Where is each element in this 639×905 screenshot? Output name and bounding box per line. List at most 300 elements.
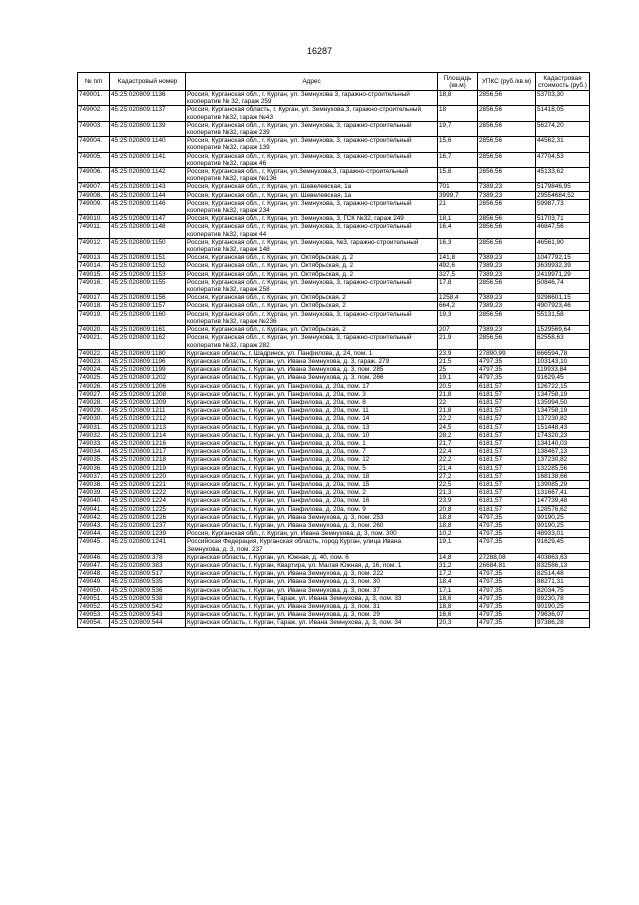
cell-upks: 2856,56: [478, 278, 536, 293]
cell-address: Курганская область, г. Курган, ул. Панфилова, д. 20а, пом. 13: [186, 423, 438, 431]
cell-upks: 6181,57: [478, 382, 536, 390]
cell-address: Курганская область, г. Курган, ул. Панфилова, д. 20а, пом. 9: [186, 505, 438, 513]
cadastral-table: [77, 72, 590, 628]
cell-area: 24,5: [438, 423, 478, 431]
cell-cost: 82514,48: [536, 570, 590, 578]
cell-num: 749052.: [78, 603, 110, 611]
cell-address: Курганская область, г. Шадринск, ул. Панфилова, д. 24, пом. 1: [186, 349, 438, 357]
table-row: [78, 553, 590, 561]
table-row: [78, 191, 590, 199]
cell-cost: 138467,13: [536, 448, 590, 456]
cell-cadastral-number: 45:25:020809:1218: [110, 456, 186, 464]
cell-area: 16,4: [438, 223, 478, 238]
cell-address: Курганская область, г. Курган, ул. Ивана Земнухова, д. 3, пом. 222: [186, 570, 438, 578]
cell-address: Курганская область, г. Курган, Квартира, ул. Малая Южная, д. 16, пом. 1: [186, 561, 438, 569]
table-row: [78, 302, 590, 310]
cell-cost: 90190,25: [536, 603, 590, 611]
cell-area: 16,7: [438, 152, 478, 167]
cell-area: 21,8: [438, 407, 478, 415]
cell-address: Курганская область, г. Курган, ул. Ивана Земнухова, д. 3, пом. 31: [186, 603, 438, 611]
table-row: [78, 448, 590, 456]
cell-upks: 6181,57: [478, 439, 536, 447]
cell-num: 749015.: [78, 270, 110, 278]
cell-cost: 29554684,52: [536, 191, 590, 199]
table-row: [78, 611, 590, 619]
cell-upks: 4797,35: [478, 521, 536, 529]
table-row: [78, 439, 590, 447]
cell-upks: 6181,57: [478, 456, 536, 464]
cell-cost: 44562,31: [536, 137, 590, 152]
cell-cost: 666594,78: [536, 349, 590, 357]
cell-cost: 403863,63: [536, 553, 590, 561]
cell-num: 749024.: [78, 366, 110, 374]
cell-area: 22,2: [438, 415, 478, 423]
table-row: [78, 137, 590, 152]
cell-area: 17,8: [438, 278, 478, 293]
cell-area: 22,4: [438, 448, 478, 456]
cell-num: 749009.: [78, 199, 110, 214]
cell-upks: 2856,56: [478, 106, 536, 121]
cell-area: 21,9: [438, 334, 478, 349]
cell-cost: 5179846,95: [536, 183, 590, 191]
cell-upks: 2856,56: [478, 223, 536, 238]
table-row: [78, 382, 590, 390]
cell-address: Курганская область, г. Курган, ул. Панфилова, д. 20а, пом. 3: [186, 390, 438, 398]
cell-cost: 131667,41: [536, 489, 590, 497]
cell-cost: 51418,05: [536, 106, 590, 121]
cell-cost: 134758,19: [536, 390, 590, 398]
cell-cadastral-number: 45:25:020809:1147: [110, 215, 186, 223]
cell-num: 749021.: [78, 334, 110, 349]
cell-num: 749011.: [78, 223, 110, 238]
cell-cost: 91629,45: [536, 374, 590, 382]
cell-upks: 4797,35: [478, 538, 536, 553]
cell-cost: 59987,73: [536, 199, 590, 214]
table-row: [78, 464, 590, 472]
cell-cadastral-number: 45:25:020809:1224: [110, 497, 186, 505]
table-row: [78, 215, 590, 223]
cell-address: Курганская область, г. Курган, ул. Ивана Земнухова, д. 3, пом. 37: [186, 586, 438, 594]
cell-cadastral-number: 45:25:020809:1153: [110, 270, 186, 278]
table-row: [78, 106, 590, 121]
header-address: Адрес: [186, 73, 438, 91]
cell-area: 16,3: [438, 238, 478, 253]
cell-address: Россия, Курганская обл., г. Курган, ул. Октябрьская, д. 2: [186, 254, 438, 262]
cell-area: 327,5: [438, 270, 478, 278]
cell-cadastral-number: 45:25:020809:538: [110, 594, 186, 602]
cell-upks: 2856,56: [478, 152, 536, 167]
cell-cadastral-number: 45:25:020809:1219: [110, 464, 186, 472]
cell-cost: 62558,63: [536, 334, 590, 349]
cell-address: Курганская область, г. Курган, ул. Ивана Земнухова, д. 3, пом. 266: [186, 374, 438, 382]
cell-cadastral-number: 45:25:020809:1199: [110, 366, 186, 374]
cell-upks: 6181,57: [478, 489, 536, 497]
cell-upks: 2856,56: [478, 310, 536, 325]
cell-address: Курганская область, г. Курган, ул. Ивана Земнухова, д. 3, гараж. 279: [186, 357, 438, 365]
table-row: [78, 456, 590, 464]
cell-cadastral-number: 45:25:020809:536: [110, 586, 186, 594]
cell-upks: 2856,56: [478, 238, 536, 253]
cell-area: 23,9: [438, 349, 478, 357]
table-row: [78, 586, 590, 594]
cell-cadastral-number: 45:25:020809:1141: [110, 152, 186, 167]
cell-cadastral-number: 45:25:020809:1144: [110, 191, 186, 199]
cell-address: Россия, Курганская обл., г. Курган, ул. Земнухова, №3, гаражно-строительный кооператив №32, гараж 148: [186, 238, 438, 253]
cell-cost: 90190,25: [536, 513, 590, 521]
cell-upks: 6181,57: [478, 390, 536, 398]
cell-upks: 6181,57: [478, 407, 536, 415]
cell-upks: 2856,56: [478, 137, 536, 152]
cell-address: Курганская область, г. Курган, ул. Ивана Земнухова, д. 3, пом. 29: [186, 611, 438, 619]
cell-cadastral-number: 45:25:020809:1136: [110, 91, 186, 106]
cell-cadastral-number: 45:25:020809:1142: [110, 168, 186, 183]
cell-cost: 97386,28: [536, 619, 590, 627]
cell-area: 15,8: [438, 168, 478, 183]
cell-num: 749012.: [78, 238, 110, 253]
cell-area: 19,1: [438, 374, 478, 382]
cell-address: Курганская область, г. Курган, ул. Ивана Земнухова, д. 3, пом. 285: [186, 366, 438, 374]
cell-cost: 174320,23: [536, 431, 590, 439]
cell-address: Россия, Курганская обл., г. Курган, ул. Земнухова, 3, гаражно-строительный кооператив №32, гараж 139: [186, 137, 438, 152]
cell-upks: 6181,57: [478, 480, 536, 488]
cell-cadastral-number: 45:25:020809:1155: [110, 278, 186, 293]
cell-num: 749001.: [78, 91, 110, 106]
cell-upks: 4797,35: [478, 374, 536, 382]
cell-cost: 103143,10: [536, 357, 590, 365]
table-row: [78, 91, 590, 106]
cell-cadastral-number: 45:25:020809:1143: [110, 183, 186, 191]
cell-area: 17,2: [438, 570, 478, 578]
cell-address: Курганская область, г. Курган, ул. Южная, д. 40, пом. 6: [186, 553, 438, 561]
table-row: [78, 262, 590, 270]
cell-cost: 1047792,15: [536, 254, 590, 262]
cell-num: 749029.: [78, 407, 110, 415]
cell-cost: 79636,07: [536, 611, 590, 619]
cell-num: 749041.: [78, 505, 110, 513]
cell-upks: 6181,57: [478, 448, 536, 456]
cell-cadastral-number: 45:25:020809:544: [110, 619, 186, 627]
cell-num: 749025.: [78, 374, 110, 382]
cell-cadastral-number: 45:25:020809:1211: [110, 407, 186, 415]
cell-area: 22,5: [438, 480, 478, 488]
cell-area: 16,6: [438, 611, 478, 619]
cell-upks: 27890,99: [478, 349, 536, 357]
cell-cadastral-number: 45:25:020809:1156: [110, 294, 186, 302]
cell-num: 749023.: [78, 357, 110, 365]
cell-upks: 6181,57: [478, 472, 536, 480]
header-upks: УПКС (руб./кв.м): [478, 73, 536, 91]
cell-cost: 137230,82: [536, 415, 590, 423]
cell-address: Курганская область, г. Курган, ул. Панфилова, д. 20а, пом. 2: [186, 489, 438, 497]
cell-cadastral-number: 45:25:020809:1214: [110, 431, 186, 439]
table-row: [78, 407, 590, 415]
table-row: [78, 223, 590, 238]
page-number: 16287: [306, 46, 333, 56]
cell-num: 749045.: [78, 538, 110, 553]
cell-upks: 26684,81: [478, 561, 536, 569]
cell-address: Россия, Курганская обл., г. Курган, ул. Земнухова, 3, ГСК №32, гараж 249: [186, 215, 438, 223]
table-row: [78, 168, 590, 183]
table-row: [78, 398, 590, 406]
table-body: [78, 91, 590, 628]
cell-num: 749006.: [78, 168, 110, 183]
cell-cadastral-number: 45:25:020809:1226: [110, 513, 186, 521]
cell-address: Россия, Курганская обл., г. Курган, ул. Земнухова 3, гаражно-строительный кооператив № 32, гараж 259: [186, 91, 438, 106]
cell-address: Россия, Курганская обл., г. Курган, ул.Земнухова,3, гаражно-строительный кооператив №32, гараж №136: [186, 168, 438, 183]
cell-cost: 126722,15: [536, 382, 590, 390]
cell-num: 749032.: [78, 431, 110, 439]
cell-upks: 6181,57: [478, 505, 536, 513]
table-row: [78, 199, 590, 214]
cell-cadastral-number: 45:25:020809:1139: [110, 121, 186, 136]
cell-cadastral-number: 45:25:020809:1225: [110, 505, 186, 513]
cell-cadastral-number: 45:25:020809:1239: [110, 530, 186, 538]
cell-num: 749038.: [78, 480, 110, 488]
cell-area: 14,8: [438, 553, 478, 561]
cell-area: 15,6: [438, 137, 478, 152]
cell-cadastral-number: 45:25:020809:1216: [110, 439, 186, 447]
cell-cost: 47704,53: [536, 152, 590, 167]
cell-address: Курганская область, г. Курган, ул. Панфилова, д. 20а, пом. 17: [186, 382, 438, 390]
cell-address: Курганская область, г. Курган, ул. Панфилова, д. 20а, пом. 5: [186, 464, 438, 472]
cell-cadastral-number: 45:25:020809:383: [110, 561, 186, 569]
cell-num: 749047.: [78, 561, 110, 569]
cell-cost: 132285,56: [536, 464, 590, 472]
cell-num: 749017.: [78, 294, 110, 302]
cell-num: 749031.: [78, 423, 110, 431]
cell-cadastral-number: 45:25:020809:1140: [110, 137, 186, 152]
cell-address: Россия, Курганская обл., г. Курган, ул. Земнухова, 3, гаражно-строительный кооператив №32, гараж 282: [186, 334, 438, 349]
cell-num: 749051.: [78, 594, 110, 602]
cell-cadastral-number: 45:25:020809:1146: [110, 199, 186, 214]
cell-num: 749033.: [78, 439, 110, 447]
cell-num: 749028.: [78, 398, 110, 406]
cell-area: 25: [438, 366, 478, 374]
cell-upks: 4797,35: [478, 619, 536, 627]
cell-cost: 89230,78: [536, 594, 590, 602]
cell-num: 749002.: [78, 106, 110, 121]
cell-cost: 51703,71: [536, 215, 590, 223]
cell-num: 749039.: [78, 489, 110, 497]
cell-address: Россия, Курганская обл., г. Курган, ул. Октябрьская, д. 2: [186, 270, 438, 278]
cell-area: 701: [438, 183, 478, 191]
table-row: [78, 513, 590, 521]
cell-cadastral-number: 45:25:020809:1196: [110, 357, 186, 365]
cell-cadastral-number: 45:25:020809:542: [110, 603, 186, 611]
cell-address: Россия, Курганская обл., г. Курган, ул. Октябрьская, 2: [186, 326, 438, 334]
table-row: [78, 603, 590, 611]
cell-cadastral-number: 45:25:020809:1222: [110, 489, 186, 497]
cell-area: 18,6: [438, 594, 478, 602]
cell-cost: 151448,43: [536, 423, 590, 431]
cell-address: Россия, Курганская обл., г. Курган, ул. Земнухова, 3, гаражно-строительный кооператив №32, гараж №236: [186, 310, 438, 325]
cell-address: Россия, Курганская область, г. Курган, ул. Земнухова,3, гаражно-строительный кооператив №32, гараж №43: [186, 106, 438, 121]
table-row: [78, 521, 590, 529]
table-row: [78, 505, 590, 513]
cell-cadastral-number: 45:25:020809:1160: [110, 310, 186, 325]
cell-cost: 91629,45: [536, 538, 590, 553]
cell-area: 3999,7: [438, 191, 478, 199]
cell-cadastral-number: 45:25:020809:1241: [110, 538, 186, 553]
cell-area: 21,3: [438, 489, 478, 497]
cell-cadastral-number: 45:25:020809:1137: [110, 106, 186, 121]
cell-cadastral-number: 45:25:020809:1148: [110, 223, 186, 238]
table-row: [78, 349, 590, 357]
cell-num: 749019.: [78, 310, 110, 325]
cell-num: 749007.: [78, 183, 110, 191]
cell-num: 749053.: [78, 611, 110, 619]
cell-num: 749005.: [78, 152, 110, 167]
cell-area: 19,7: [438, 121, 478, 136]
cell-num: 749008.: [78, 191, 110, 199]
cell-address: Курганская область, г. Курган, ул. Панфилова, д. 20а, пом. 10: [186, 431, 438, 439]
table-row: [78, 334, 590, 349]
cell-address: Курганская область, г. Курган, Гараж, ул. Ивана Земнухова, д. 3, пом. 33: [186, 594, 438, 602]
table-row: [78, 415, 590, 423]
cell-num: 749044.: [78, 530, 110, 538]
cell-address: Курганская область, г. Курган, Гараж, ул. Ивана Земнухова, д. 3, пом. 34: [186, 619, 438, 627]
table-header-row: [78, 73, 590, 91]
cell-cost: 1529569,64: [536, 326, 590, 334]
cell-cost: 139085,29: [536, 480, 590, 488]
cell-cadastral-number: 45:25:020809:535: [110, 578, 186, 586]
cell-num: 749036.: [78, 464, 110, 472]
cell-num: 749020.: [78, 326, 110, 334]
header-area: Площадь (кв.м): [438, 73, 478, 91]
cell-num: 749040.: [78, 497, 110, 505]
cell-num: 749054.: [78, 619, 110, 627]
cell-num: 749037.: [78, 472, 110, 480]
cell-cadastral-number: 45:25:020809:1221: [110, 480, 186, 488]
cell-address: Российская Федерация, Курганская область, город Курган, улица Ивана Земнухова, д. 3, пом. 237: [186, 538, 438, 553]
cell-cadastral-number: 45:25:020809:543: [110, 611, 186, 619]
table-row: [78, 278, 590, 293]
cell-upks: 6181,57: [478, 431, 536, 439]
table-row: [78, 561, 590, 569]
cell-cost: 168138,66: [536, 472, 590, 480]
cell-cost: 3639932,39: [536, 262, 590, 270]
cell-address: Курганская область, г. Курган, ул. Панфилова, д. 20а, пом. 8: [186, 398, 438, 406]
table-row: [78, 530, 590, 538]
table-row: [78, 497, 590, 505]
cell-area: 21,5: [438, 357, 478, 365]
table-row: [78, 366, 590, 374]
cell-upks: 6181,57: [478, 398, 536, 406]
cell-num: 749048.: [78, 570, 110, 578]
cell-address: Россия, Курганская обл., г. Курган, ул. Шевелевская, 1а: [186, 191, 438, 199]
cell-upks: 2856,56: [478, 168, 536, 183]
table-row: [78, 357, 590, 365]
cell-cadastral-number: 45:25:020809:1157: [110, 302, 186, 310]
cell-cost: 90190,25: [536, 521, 590, 529]
cell-area: 664,2: [438, 302, 478, 310]
cell-num: 749010.: [78, 215, 110, 223]
cell-address: Курганская область, г. Курган, ул. Панфилова, д. 20а, пом. 14: [186, 415, 438, 423]
cell-area: 18,8: [438, 521, 478, 529]
cell-area: 19,3: [438, 310, 478, 325]
cell-cost: 88271,31: [536, 578, 590, 586]
cell-cost: 48933,01: [536, 530, 590, 538]
table-row: [78, 121, 590, 136]
cell-address: Курганская область, г. Курган, ул. Панфилова, д. 20а, пом. 1: [186, 439, 438, 447]
cell-upks: 7389,23: [478, 294, 536, 302]
cell-cadastral-number: 45:25:020809:1209: [110, 398, 186, 406]
table-row: [78, 326, 590, 334]
cell-area: 31,2: [438, 561, 478, 569]
cell-cadastral-number: 45:25:020809:1213: [110, 423, 186, 431]
cell-upks: 7389,23: [478, 254, 536, 262]
cell-cost: 128576,62: [536, 505, 590, 513]
cell-area: 18,4: [438, 578, 478, 586]
header-num: № п/п: [78, 73, 110, 91]
cell-upks: 6181,57: [478, 497, 536, 505]
cell-num: 749022.: [78, 349, 110, 357]
cell-upks: 7389,23: [478, 262, 536, 270]
cell-area: 27,2: [438, 472, 478, 480]
table-row: [78, 489, 590, 497]
cell-num: 749027.: [78, 390, 110, 398]
cell-cadastral-number: 45:25:020809:1180: [110, 349, 186, 357]
cell-address: Россия, Курганская обл., г. Курган, ул. Земнухова, 3, гаражно-строительный кооператив №32, гараж 44: [186, 223, 438, 238]
cell-upks: 7389,23: [478, 270, 536, 278]
cell-cost: 46561,90: [536, 238, 590, 253]
cell-area: 18: [438, 106, 478, 121]
cell-cadastral-number: 45:25:020809:1151: [110, 254, 186, 262]
cell-address: Россия, Курганская обл., г. Курган, ул. Ивана Земнухова, д. 3, пом. 300: [186, 530, 438, 538]
cell-num: 749046.: [78, 553, 110, 561]
cell-address: Россия, Курганская обл., г. Курган, ул. Земнухова, 3, гаражно-строительный кооператив №32, гараж 46: [186, 152, 438, 167]
cell-num: 749003.: [78, 121, 110, 136]
cell-area: 20,3: [438, 619, 478, 627]
cell-num: 749030.: [78, 415, 110, 423]
cell-area: 18,8: [438, 603, 478, 611]
cell-num: 749049.: [78, 578, 110, 586]
table-row: [78, 183, 590, 191]
table-row: [78, 538, 590, 553]
cell-address: Россия, Курганская обл., г. Курган, ул. Шевелевская, 1а: [186, 183, 438, 191]
table-row: [78, 374, 590, 382]
cell-upks: 4797,35: [478, 357, 536, 365]
cell-area: 18,1: [438, 215, 478, 223]
cell-cost: 45133,62: [536, 168, 590, 183]
table-row: [78, 423, 590, 431]
cell-num: 749013.: [78, 254, 110, 262]
cell-cost: 134758,19: [536, 407, 590, 415]
cell-area: 21,8: [438, 390, 478, 398]
cell-cost: 56274,20: [536, 121, 590, 136]
cell-upks: 4797,35: [478, 513, 536, 521]
cell-cadastral-number: 45:25:020809:1161: [110, 326, 186, 334]
cell-area: 23,9: [438, 497, 478, 505]
table-row: [78, 578, 590, 586]
cell-cost: 46847,56: [536, 223, 590, 238]
cell-upks: 27288,08: [478, 553, 536, 561]
cell-cost: 55131,58: [536, 310, 590, 325]
cell-area: 207: [438, 326, 478, 334]
cell-upks: 2856,56: [478, 215, 536, 223]
cell-area: 21,7: [438, 439, 478, 447]
cell-upks: 6181,57: [478, 415, 536, 423]
cell-area: 20,8: [438, 505, 478, 513]
cell-area: 19,1: [438, 538, 478, 553]
cell-address: Россия, Курганская обл., г. Курган, ул. Октябрьская, д. 2: [186, 262, 438, 270]
cell-cadastral-number: 45:25:020809:378: [110, 553, 186, 561]
cell-cadastral-number: 45:25:020809:1162: [110, 334, 186, 349]
cell-upks: 4797,35: [478, 578, 536, 586]
table-row: [78, 472, 590, 480]
cell-address: Курганская область, г. Курган, ул. Ивана Земнухова, д. 3, пом. 253: [186, 513, 438, 521]
cell-num: 749004.: [78, 137, 110, 152]
